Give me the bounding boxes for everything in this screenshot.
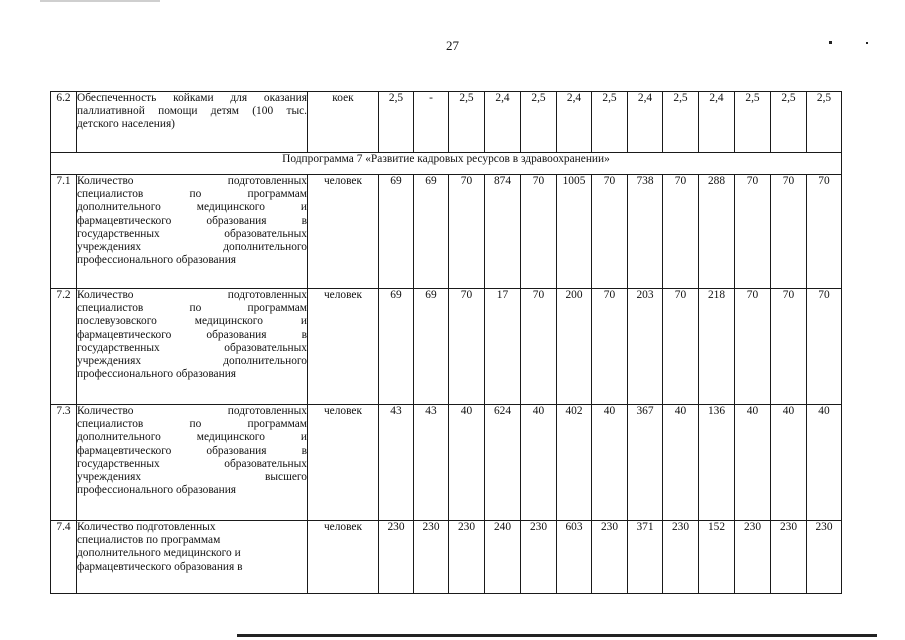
indicator-description [77,92,308,153]
row-number: 7.3 [51,405,77,521]
value-cell: 2,5 [735,92,771,153]
value-cell: 230 [663,521,699,594]
value-cell: 40 [663,405,699,521]
value-cell: 2,5 [379,92,414,153]
scan-speck [866,42,868,44]
description-line: специалистов по программам [77,302,307,315]
value-cell: 230 [807,521,842,594]
value-cell: 1005 [557,175,592,289]
description-line: Количество подготовленных [77,289,307,301]
description-line: государственных образовательных [77,457,307,470]
value-cell: 152 [699,521,735,594]
description-line: фармацевтического образования в [77,214,307,227]
value-cell: 70 [735,289,771,405]
description-line: профессионального образования [77,484,237,497]
value-cell: 43 [379,405,414,521]
value-cell: 69 [379,289,414,405]
indicators-table [50,91,842,594]
value-cell: 2,5 [771,92,807,153]
value-cell: 203 [628,289,663,405]
table-row [51,521,842,594]
description-line: дополнительного медицинского и [77,547,241,560]
value-cell: 70 [663,289,699,405]
value-cell: 240 [485,521,521,594]
unit-cell: коек [308,92,379,153]
value-cell: 2,5 [663,92,699,153]
description-line: Количество подготовленных [77,405,307,417]
scan-edge-line [237,634,877,637]
description-line: профессионального образования [77,368,237,381]
description-line: профессионального образования [77,254,237,267]
description-line: учреждениях высшего [77,471,307,484]
value-cell: 738 [628,175,663,289]
value-cell: 70 [771,289,807,405]
description-line: специалистов по программам [77,188,307,201]
value-cell: 2,4 [699,92,735,153]
row-number: 7.4 [51,521,77,594]
scan-speck [829,41,832,44]
value-cell: 2,4 [557,92,592,153]
value-cell: 70 [807,175,842,289]
row-number: 7.1 [51,175,77,289]
value-cell: 2,5 [449,92,485,153]
value-cell: 136 [699,405,735,521]
value-cell: 40 [735,405,771,521]
scan-artifact-top [40,0,160,2]
unit-cell: человек [308,405,379,521]
value-cell: 70 [807,289,842,405]
value-cell: 40 [521,405,557,521]
row-number: 6.2 [51,92,77,153]
value-cell: 371 [628,521,663,594]
value-cell: 70 [521,175,557,289]
subprogram-header-row [51,153,842,175]
value-cell: 70 [735,175,771,289]
value-cell: 70 [771,175,807,289]
description-line: Количество подготовленных [77,521,216,533]
value-cell: 230 [521,521,557,594]
value-cell: 218 [699,289,735,405]
description-line: фармацевтического образования в [77,560,243,573]
value-cell: 17 [485,289,521,405]
unit-cell: человек [308,521,379,594]
value-cell: 288 [699,175,735,289]
value-cell: 70 [449,289,485,405]
description-line: государственных образовательных [77,227,307,240]
value-cell: 603 [557,521,592,594]
description-line: дополнительного медицинского и [77,201,307,214]
value-cell: 230 [771,521,807,594]
value-cell: 69 [414,289,449,405]
row-number: 7.2 [51,289,77,405]
page-number: 27 [446,38,459,53]
value-cell: 367 [628,405,663,521]
description-line: государственных образовательных [77,341,307,354]
value-cell: 40 [807,405,842,521]
description-line: специалистов по программам [77,534,221,547]
indicator-description [77,175,308,289]
value-cell: 2,5 [592,92,628,153]
value-cell: 2,5 [521,92,557,153]
table-row [51,175,842,289]
table-row [51,289,842,405]
value-cell: 69 [414,175,449,289]
value-cell: 70 [592,289,628,405]
description-line: фармацевтического образования в [77,328,307,341]
value-cell: 874 [485,175,521,289]
value-cell: 230 [735,521,771,594]
description-line: учреждениях дополнительного [77,355,307,368]
value-cell: 624 [485,405,521,521]
description-line: Обеспеченность койками для оказания [77,92,307,104]
subprogram-title: Подпрограмма 7 «Развитие кадровых ресурсов в здравоохранении» [51,153,842,175]
value-cell: 40 [771,405,807,521]
value-cell: 2,4 [628,92,663,153]
unit-cell: человек [308,289,379,405]
value-cell: 402 [557,405,592,521]
value-cell: 40 [449,405,485,521]
description-line: паллиативной помощи детям (100 тыс. [77,105,307,118]
description-line: учреждениях дополнительного [77,241,307,254]
value-cell: 43 [414,405,449,521]
value-cell: 230 [414,521,449,594]
value-cell: 2,5 [807,92,842,153]
value-cell: 230 [449,521,485,594]
value-cell: 200 [557,289,592,405]
value-cell: 70 [663,175,699,289]
description-line: дополнительного медицинского и [77,431,307,444]
value-cell: 70 [592,175,628,289]
description-line: фармацевтического образования в [77,444,307,457]
description-line: Количество подготовленных [77,175,307,187]
value-cell: 40 [592,405,628,521]
indicator-description [77,289,308,405]
description-line: детского населения) [77,118,175,131]
value-cell: - [414,92,449,153]
value-cell: 70 [521,289,557,405]
value-cell: 69 [379,175,414,289]
unit-cell: человек [308,175,379,289]
value-cell: 230 [379,521,414,594]
table-row [51,405,842,521]
value-cell: 230 [592,521,628,594]
description-line: послевузовского медицинского и [77,315,307,328]
value-cell: 70 [449,175,485,289]
indicator-description [77,521,308,594]
indicator-description [77,405,308,521]
value-cell: 2,4 [485,92,521,153]
description-line: специалистов по программам [77,418,307,431]
table-row [51,92,842,153]
